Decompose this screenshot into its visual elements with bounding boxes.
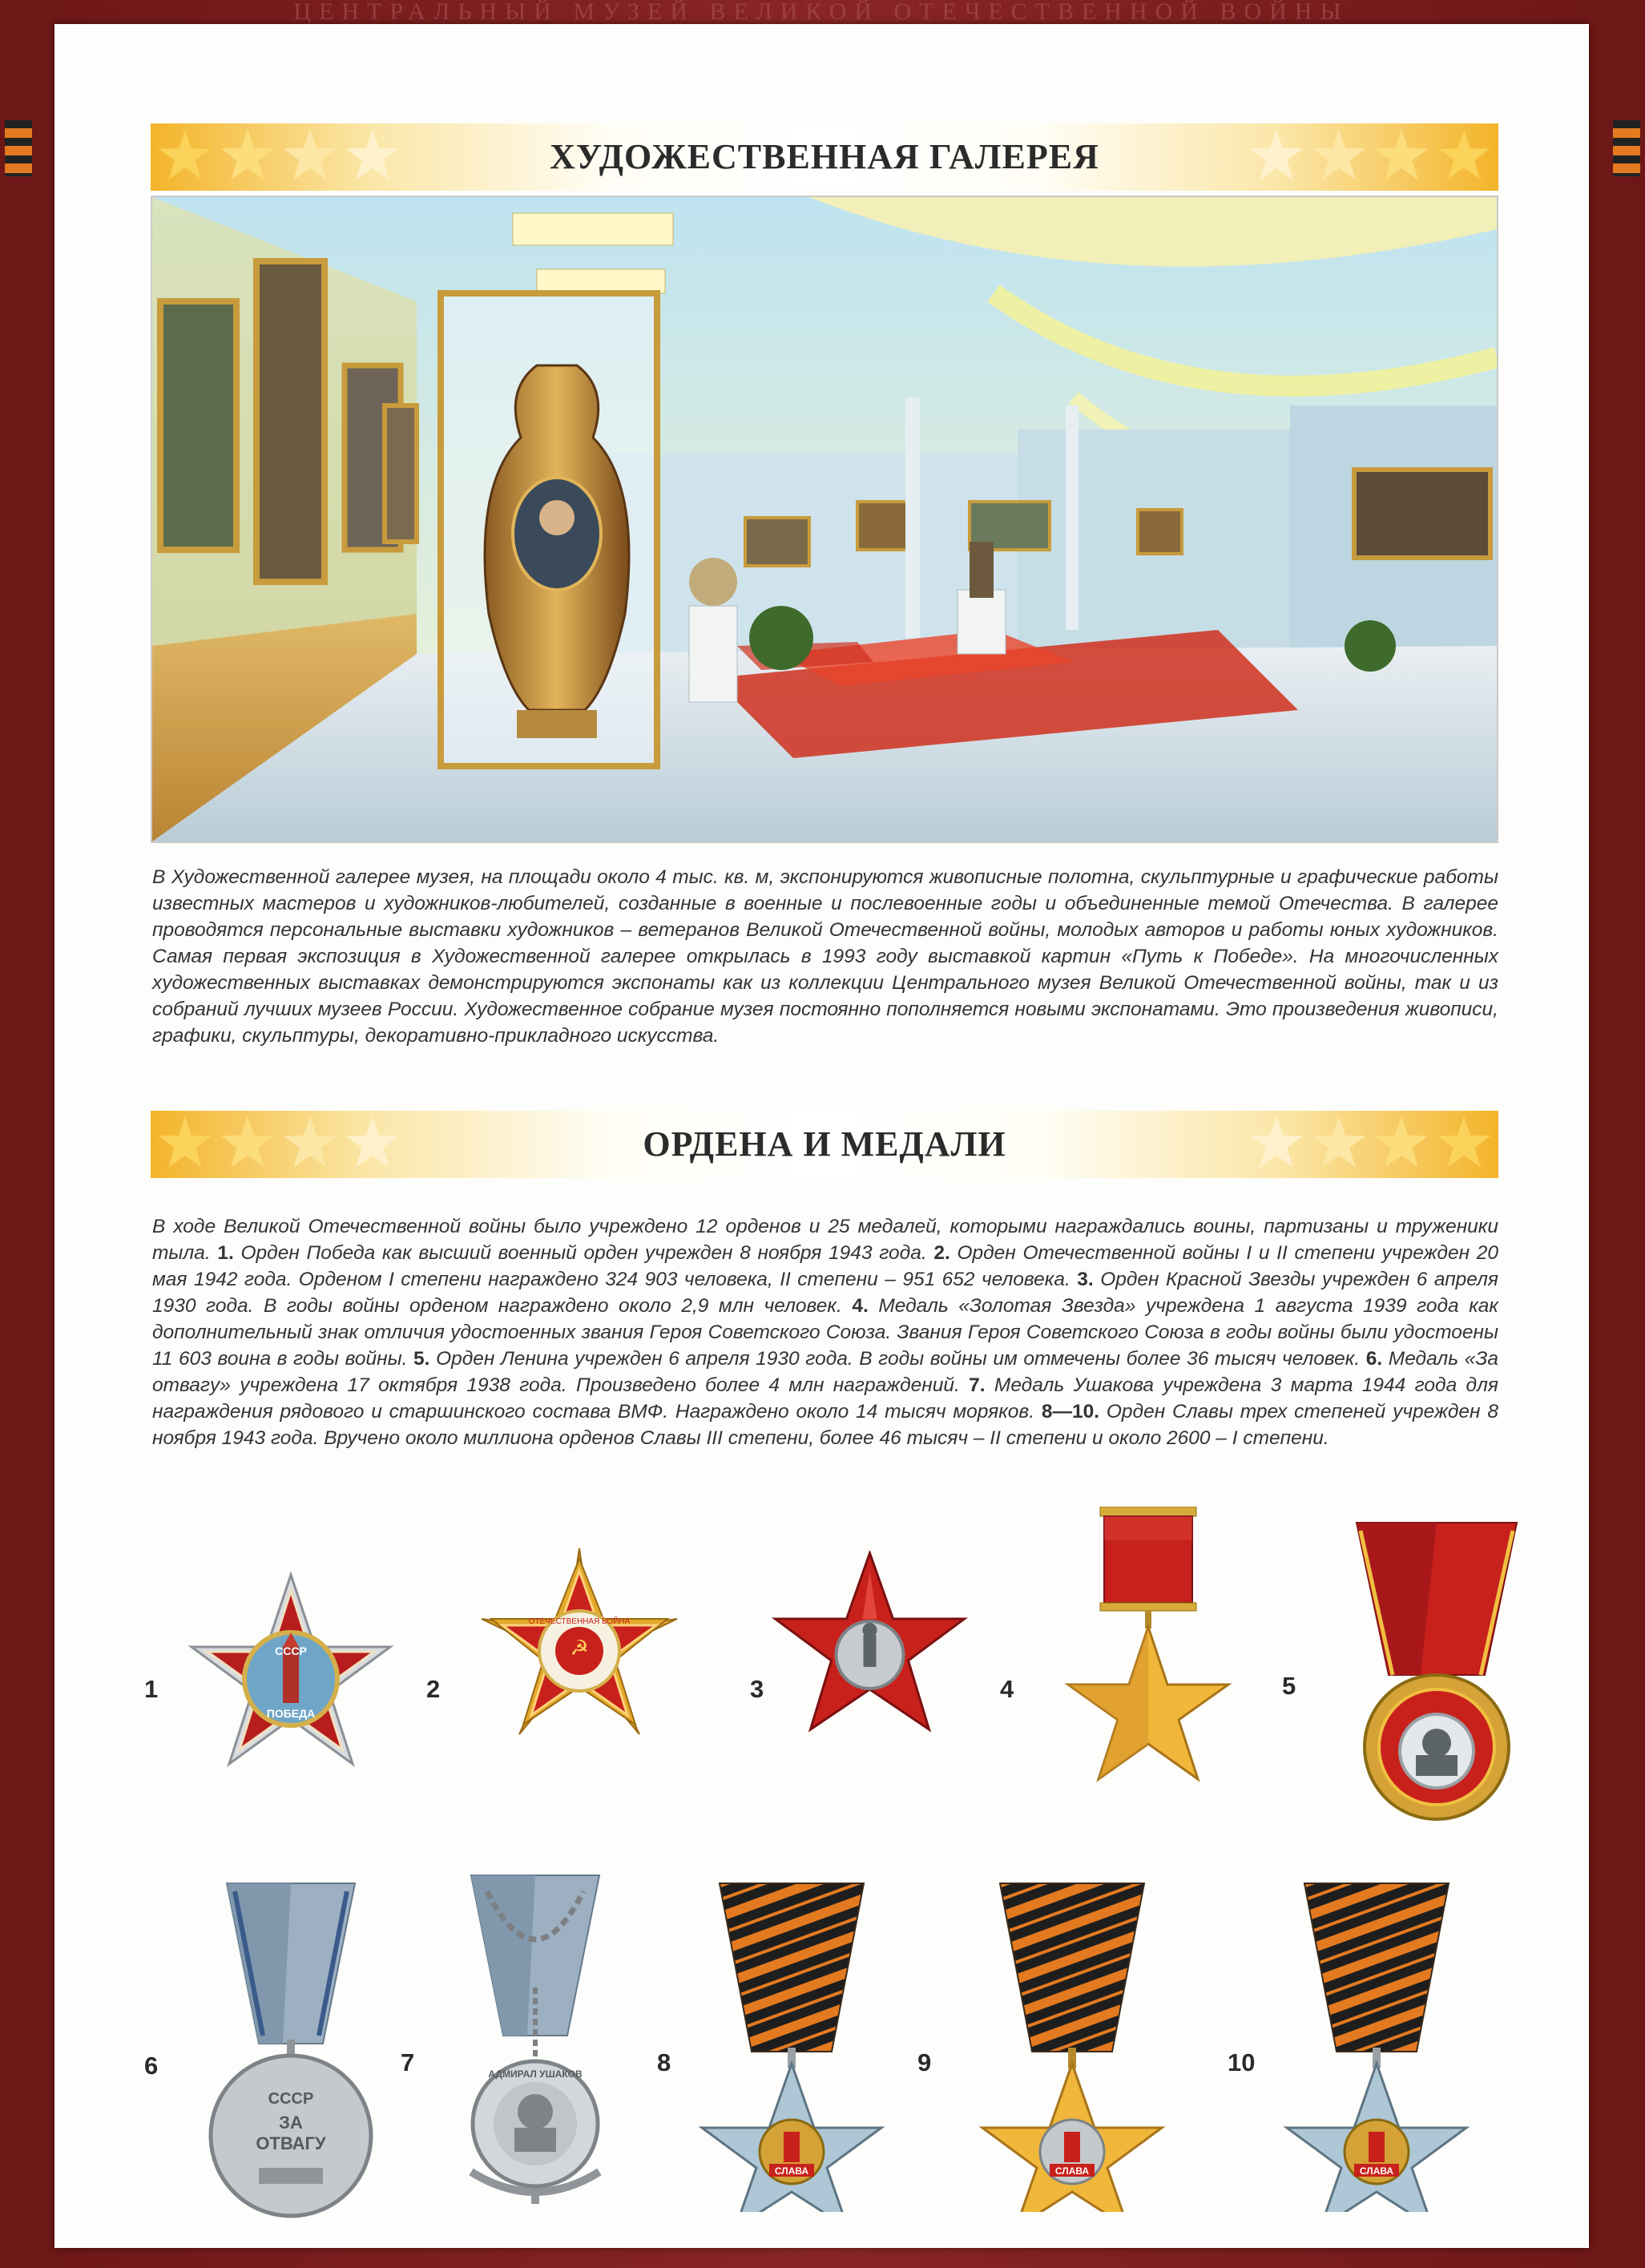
item-number: 3. [1077, 1269, 1094, 1290]
item-text: Медаль Ушакова учреждена 3 марта 1944 года для награждения рядового и старшинского состава ВМФ. Награждено около 14 тысяч моряков. [152, 1374, 1498, 1423]
order-lenin-medal [1341, 1515, 1533, 1835]
gallery-text: В Художественной галерее музея, на площади около 4 тыс. кв. м, экспонируются живописные полотна, скульптурные и графические работы известных мастеров и художников-любителей, созданные в военные и послевоенные годы и объединенные темой Отечества. В галерее проводятся персональные выставки художников – ветеранов Великой Отечественной войны, молодых авторов и работы юных художников. Самая первая экспозиция в Художественной галерее открылась в 1993 году выставкой картин «Путь к Победе». На многочисленных художественных выставках демонстрируются экспонаты как из коллекции Центрального музея Великой Отечественной войны, так и из собраний лучших музеев России. Художественное собрание музея постоянно пополняется новыми экспонатами. Это произведения живописи, графики, скульптуры, декоративно-прикладного искусства. [152, 866, 1498, 1047]
item-text: Орден Красной Звезды учрежден 6 апреля 1930 года. В годы войны орденом награждено около 2,9 млн человек. [152, 1269, 1499, 1317]
medal-number: 2 [426, 1675, 441, 1703]
m5-label: ЛЕНИН [1411, 1694, 1462, 1710]
order-patriotic-war-medal [471, 1547, 687, 1755]
ribbon-edge-right [1613, 120, 1640, 176]
item-text: Орден Ленина учрежден 6 апреля 1930 года. В годы войны им отмечены более 36 тысяч человек. [436, 1348, 1361, 1370]
order-glory-3-medal [687, 1875, 896, 2212]
gallery-title: ХУДОЖЕСТВЕННАЯ ГАЛЕРЕЯ [550, 137, 1099, 176]
medal-number: 1 [144, 1675, 159, 1703]
orders-text [152, 1213, 1498, 1451]
orders-title: ОРДЕНА И МЕДАЛИ [643, 1124, 1006, 1164]
item-number: 7. [969, 1374, 986, 1396]
gallery-illustration [151, 196, 1498, 843]
m6-top-label: СССР [268, 2090, 314, 2108]
m1-bottom-label: ПОБЕДА [266, 1707, 316, 1720]
medal-number: 10 [1228, 2048, 1256, 2076]
medal-for-courage-medal [191, 1875, 391, 2220]
m9-label: СЛАВА [1054, 2165, 1090, 2177]
medal-number: 5 [1282, 1672, 1296, 1700]
m2-ring-label: ОТЕЧЕСТВЕННАЯ ВОЙНА [528, 1617, 631, 1626]
m10-label: СЛАВА [1359, 2165, 1394, 2177]
item-text: Орден Победа как высший военный орден учрежден 8 ноября 1943 года. [240, 1242, 927, 1264]
medal-number: 9 [917, 2048, 932, 2076]
item-number: 5. [413, 1348, 430, 1370]
item-text: Медаль «За отвагу» учреждена 17 октября 1938 года. Произведено более 4 млн награждений. [152, 1348, 1499, 1396]
m8-label: СЛАВА [774, 2165, 809, 2177]
item-text: Орден Отечественной войны I и II степени учрежден 20 мая 1942 года. Орденом I степени награждено 324 903 человека, II степени – 951 652 человека. [152, 1242, 1498, 1290]
m1-top-label: СССР [275, 1645, 307, 1657]
item-number: 8—10. [1041, 1401, 1100, 1423]
medal-number: 7 [401, 2048, 415, 2076]
medal-number: 4 [1000, 1675, 1014, 1703]
medal-number: 3 [750, 1675, 764, 1703]
medal-number: 8 [657, 2048, 671, 2076]
order-pobeda-medal [175, 1571, 407, 1787]
orders-intro: В ходе Великой Отечественной войны было учреждено 12 орденов и 25 медалей, которыми награждались воины, партизаны и труженики тыла. [152, 1216, 1498, 1264]
item-number: 2. [933, 1242, 950, 1264]
medal-number: 6 [144, 2052, 159, 2080]
gallery-banner [151, 123, 1498, 191]
item-number: 4. [852, 1295, 869, 1317]
m6-line2: ОТВАГУ [256, 2133, 326, 2153]
top-inscription: ЦЕНТРАЛЬНЫЙ МУЗЕЙ ВЕЛИКОЙ ОТЕЧЕСТВЕННОЙ ВОЙНЫ [293, 0, 1349, 24]
order-glory-2-medal [968, 1875, 1176, 2212]
medal-ushakov-medal [439, 1867, 631, 2220]
order-red-star-medal [764, 1551, 976, 1751]
order-glory-1-medal [1272, 1875, 1481, 2212]
item-text: Медаль «Золотая Звезда» учреждена 1 августа 1939 года как дополнительный знак отличия удостоенных звания Героя Советского Союза. Звания Героя Советского Союза в годы войны были удостоены 11 603 воина в годы войны. [152, 1295, 1499, 1370]
item-number: 1. [217, 1242, 234, 1264]
orders-banner [151, 1111, 1498, 1178]
gold-star-medal [1064, 1507, 1232, 1795]
item-number: 6. [1365, 1348, 1383, 1370]
ribbon-edge-left [5, 120, 32, 176]
item-text: Орден Славы трех степеней учрежден 8 ноября 1943 года. Вручено около миллиона орденов Славы III степени, более 46 тысяч – II степени и около 2600 – I степени. [152, 1401, 1498, 1449]
m7-ring-label: АДМИРАЛ УШАКОВ [488, 2068, 583, 2080]
brochure-page [54, 24, 1589, 2248]
m6-line1: ЗА [279, 2113, 303, 2133]
hammer-sickle-icon: ☭ [570, 1636, 589, 1660]
